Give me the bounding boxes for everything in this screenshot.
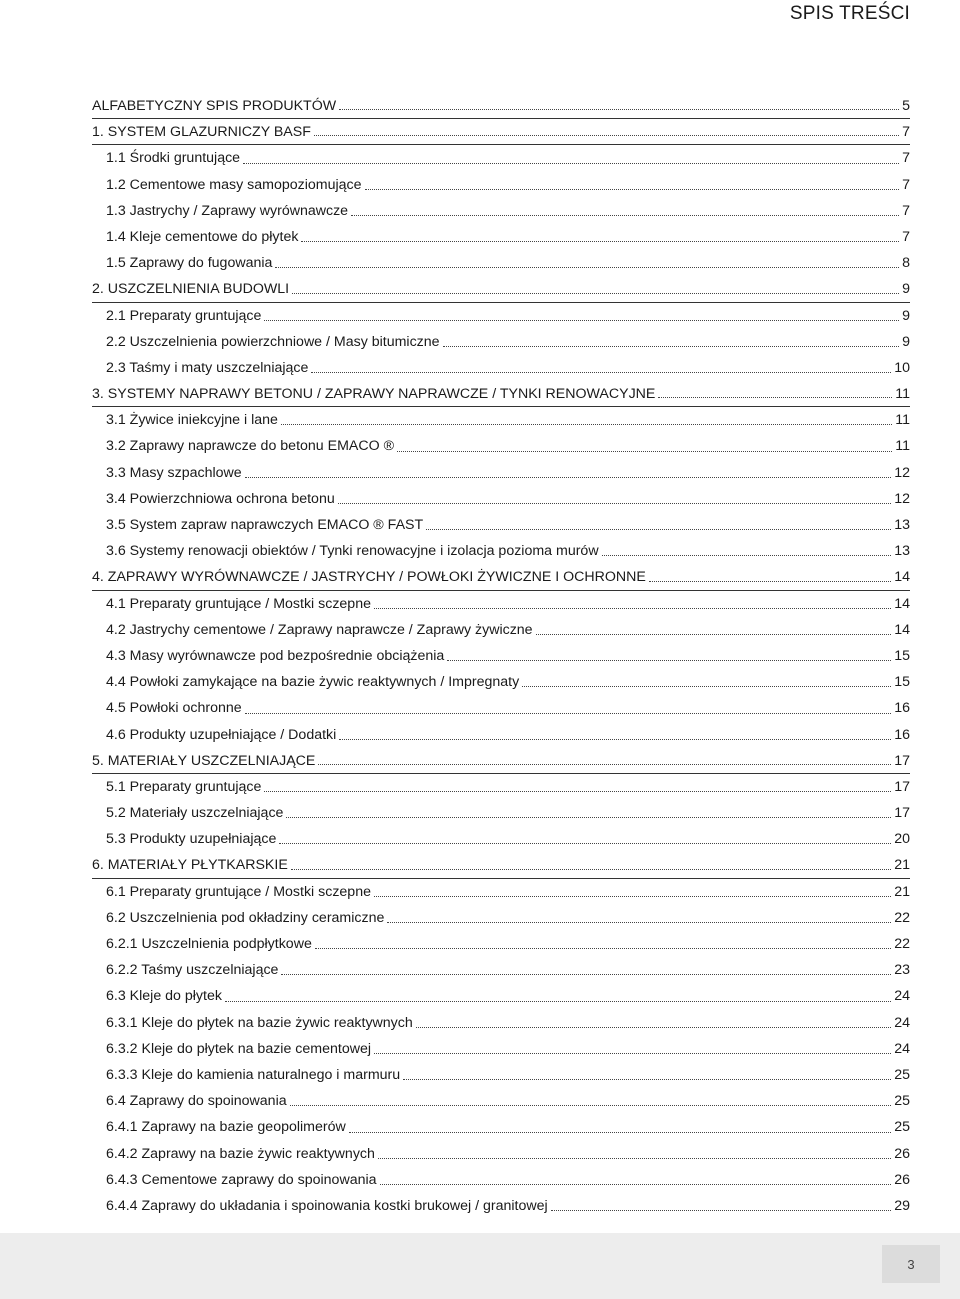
toc-subsection-entry[interactable] xyxy=(92,957,910,983)
toc-entry-page: 17 xyxy=(894,752,910,769)
toc-section-entry[interactable] xyxy=(92,381,910,407)
dot-leader xyxy=(243,162,899,164)
toc-subsection-entry[interactable] xyxy=(92,486,910,512)
toc-entry-page: 7 xyxy=(902,124,910,141)
toc-entry-page: 26 xyxy=(894,1145,910,1162)
dot-leader xyxy=(225,1000,891,1002)
toc-entry-label: 6.4.2 Zaprawy na bazie żywic reaktywnych xyxy=(106,1145,375,1162)
toc-entry-page: 14 xyxy=(894,595,910,612)
toc-subsection-entry[interactable] xyxy=(92,1193,910,1219)
toc-entry-label: 6.3.1 Kleje do płytek na bazie żywic reaktywnych xyxy=(106,1014,413,1031)
dot-leader xyxy=(281,973,891,975)
toc-subsection-entry[interactable] xyxy=(92,669,910,695)
dot-leader xyxy=(426,528,891,530)
toc-entry-page: 26 xyxy=(894,1171,910,1188)
dot-leader xyxy=(378,1157,891,1159)
toc-subsection-entry[interactable] xyxy=(92,774,910,800)
toc-subsection-entry[interactable] xyxy=(92,1167,910,1193)
toc-entry-label: 3.4 Powierzchniowa ochrona betonu xyxy=(106,490,335,507)
toc-subsection-entry[interactable] xyxy=(92,643,910,669)
dot-leader xyxy=(318,763,891,765)
toc-entry-page: 25 xyxy=(894,1119,910,1136)
toc-subsection-entry[interactable] xyxy=(92,1036,910,1062)
toc-entry-label: 1.4 Kleje cementowe do płytek xyxy=(106,228,299,245)
dot-leader xyxy=(339,108,899,110)
toc-section-entry[interactable] xyxy=(92,748,910,774)
toc-subsection-entry[interactable] xyxy=(92,198,910,224)
toc-subsection-entry[interactable] xyxy=(92,303,910,329)
dot-leader xyxy=(443,345,900,347)
toc-entry-page: 11 xyxy=(895,438,910,455)
dot-leader xyxy=(447,659,891,661)
toc-entry-label: 3.3 Masy szpachlowe xyxy=(106,464,242,481)
toc-entry-page: 13 xyxy=(894,543,910,560)
dot-leader xyxy=(281,423,892,425)
toc-subsection-entry[interactable] xyxy=(92,1141,910,1167)
dot-leader xyxy=(602,554,892,556)
toc-entry-label: 4.5 Powłoki ochronne xyxy=(106,700,242,717)
toc-section-entry[interactable] xyxy=(92,93,910,119)
dot-leader xyxy=(275,266,899,268)
table-of-contents xyxy=(92,93,910,1219)
toc-entry-page: 5 xyxy=(902,98,910,114)
toc-entry-page: 21 xyxy=(894,883,910,900)
toc-subsection-entry[interactable] xyxy=(92,1114,910,1140)
dot-leader xyxy=(311,371,891,373)
toc-entry-label: 6.2.2 Taśmy uszczelniające xyxy=(106,962,279,979)
toc-entry-page: 24 xyxy=(894,1040,910,1057)
dot-leader xyxy=(292,292,899,294)
toc-entry-page: 11 xyxy=(895,386,910,403)
toc-section-entry[interactable] xyxy=(92,276,910,302)
toc-entry-page: 7 xyxy=(902,202,910,219)
toc-entry-label: ALFABETYCZNY SPIS PRODUKTÓW xyxy=(92,98,337,114)
toc-entry-label: 6. MATERIAŁY PŁYTKARSKIE xyxy=(92,857,288,874)
toc-subsection-entry[interactable] xyxy=(92,826,910,852)
dot-leader xyxy=(264,319,899,321)
toc-entry-label: 5. MATERIAŁY USZCZELNIAJĄCE xyxy=(92,752,316,769)
toc-entry-label: 6.4 Zaprawy do spoinowania xyxy=(106,1093,287,1110)
toc-subsection-entry[interactable] xyxy=(92,512,910,538)
toc-entry-label: 4.3 Masy wyrównawcze pod bezpośrednie obciążenia xyxy=(106,647,445,664)
toc-subsection-entry[interactable] xyxy=(92,879,910,905)
toc-entry-label: 4.1 Preparaty gruntujące / Mostki sczepne xyxy=(106,595,371,612)
toc-subsection-entry[interactable] xyxy=(92,1088,910,1114)
dot-leader xyxy=(339,738,891,740)
toc-entry-page: 14 xyxy=(894,621,910,638)
toc-entry-page: 25 xyxy=(894,1066,910,1083)
toc-entry-label: 5.3 Produkty uzupełniające xyxy=(106,831,277,848)
dot-leader xyxy=(315,947,891,949)
toc-entry-label: 3. SYSTEMY NAPRAWY BETONU / ZAPRAWY NAPRAWCZE / TYNKI RENOWACYJNE xyxy=(92,386,656,403)
dot-leader xyxy=(264,790,891,792)
dot-leader xyxy=(380,1183,892,1185)
toc-subsection-entry[interactable] xyxy=(92,538,910,564)
toc-entry-label: 6.3 Kleje do płytek xyxy=(106,988,222,1005)
dot-leader xyxy=(649,580,891,582)
dot-leader xyxy=(522,685,891,687)
dot-leader xyxy=(536,633,892,635)
toc-entry-label: 5.2 Materiały uszczelniające xyxy=(106,805,284,822)
toc-subsection-entry[interactable] xyxy=(92,460,910,486)
toc-entry-page: 17 xyxy=(894,778,910,795)
toc-entry-label: 6.4.4 Zaprawy do układania i spoinowania kostki brukowej / granitowej xyxy=(106,1197,548,1214)
toc-entry-label: 5.1 Preparaty gruntujące xyxy=(106,778,262,795)
toc-entry-label: 3.2 Zaprawy naprawcze do betonu EMACO ® xyxy=(106,438,395,455)
toc-entry-page: 8 xyxy=(902,255,910,272)
dot-leader xyxy=(374,1052,891,1054)
toc-entry-page: 20 xyxy=(894,831,910,848)
toc-subsection-entry[interactable] xyxy=(92,329,910,355)
toc-entry-label: 1.2 Cementowe masy samopoziomujące xyxy=(106,176,362,193)
dot-leader xyxy=(397,450,892,452)
toc-entry-page: 13 xyxy=(894,517,910,533)
toc-entry-label: 1.5 Zaprawy do fugowania xyxy=(106,255,273,272)
toc-subsection-entry[interactable] xyxy=(92,931,910,957)
toc-entry-label: 2.1 Preparaty gruntujące xyxy=(106,307,262,324)
toc-entry-label: 3.1 Żywice iniekcyjne i lane xyxy=(106,412,278,429)
dot-leader xyxy=(551,1209,892,1211)
toc-entry-page: 24 xyxy=(894,988,910,1005)
toc-subsection-entry[interactable] xyxy=(92,250,910,276)
toc-entry-label: 3.6 Systemy renowacji obiektów / Tynki renowacyjne i izolacja pozioma murów xyxy=(106,543,599,560)
page-number: 3 xyxy=(882,1245,940,1283)
toc-subsection-entry[interactable] xyxy=(92,433,910,459)
toc-entry-label: 6.4.1 Zaprawy na bazie geopolimerów xyxy=(106,1119,346,1136)
toc-entry-page: 7 xyxy=(902,228,910,245)
toc-entry-page: 11 xyxy=(895,412,910,429)
toc-entry-page: 17 xyxy=(894,805,910,822)
dot-leader xyxy=(387,921,891,923)
toc-entry-label: 4. ZAPRAWY WYRÓWNAWCZE / JASTRYCHY / POWŁOKI ŻYWICZNE I OCHRONNE xyxy=(92,569,646,586)
dot-leader xyxy=(658,396,892,398)
toc-entry-label: 6.4.3 Cementowe zaprawy do spoinowania xyxy=(106,1171,377,1188)
toc-entry-label: 6.1 Preparaty gruntujące / Mostki sczepne xyxy=(106,883,371,900)
toc-entry-page: 16 xyxy=(894,700,910,717)
dot-leader xyxy=(349,1131,891,1133)
dot-leader xyxy=(245,712,892,714)
toc-entry-page: 15 xyxy=(894,674,910,691)
toc-section-entry[interactable] xyxy=(92,852,910,878)
toc-entry-label: 6.2.1 Uszczelnienia podpłytkowe xyxy=(106,936,312,952)
toc-entry-label: 3.5 System zapraw naprawczych EMACO ® FAST xyxy=(106,517,424,533)
toc-entry-page: 9 xyxy=(902,307,910,324)
dot-leader xyxy=(403,1078,891,1080)
dot-leader xyxy=(416,1026,891,1028)
toc-subsection-entry[interactable] xyxy=(92,722,910,748)
toc-entry-page: 29 xyxy=(894,1197,910,1214)
toc-subsection-entry[interactable] xyxy=(92,591,910,617)
toc-entry-label: 1. SYSTEM GLAZURNICZY BASF xyxy=(92,124,311,141)
dot-leader xyxy=(365,188,900,190)
toc-entry-page: 15 xyxy=(894,647,910,664)
dot-leader xyxy=(374,895,891,897)
toc-entry-page: 23 xyxy=(894,962,910,979)
toc-subsection-entry[interactable] xyxy=(92,145,910,171)
toc-entry-label: 2.3 Taśmy i maty uszczelniające xyxy=(106,359,309,376)
dot-leader xyxy=(290,1104,892,1106)
toc-entry-page: 7 xyxy=(902,176,910,193)
dot-leader xyxy=(245,476,892,478)
toc-entry-page: 22 xyxy=(894,909,910,926)
toc-entry-page: 24 xyxy=(894,1014,910,1031)
toc-entry-label: 4.2 Jastrychy cementowe / Zaprawy naprawcze / Zaprawy żywiczne xyxy=(106,621,533,638)
toc-section-entry[interactable] xyxy=(92,119,910,145)
toc-entry-page: 22 xyxy=(894,936,910,952)
toc-subsection-entry[interactable] xyxy=(92,355,910,381)
footer-band xyxy=(0,1233,960,1299)
toc-subsection-entry[interactable] xyxy=(92,617,910,643)
toc-subsection-entry[interactable] xyxy=(92,172,910,198)
dot-leader xyxy=(351,214,899,216)
toc-entry-page: 9 xyxy=(902,281,910,298)
toc-subsection-entry[interactable] xyxy=(92,695,910,721)
toc-entry-label: 2.2 Uszczelnienia powierzchniowe / Masy bitumiczne xyxy=(106,333,440,350)
toc-entry-page: 12 xyxy=(894,464,910,481)
toc-entry-label: 4.4 Powłoki zamykające na bazie żywic reaktywnych / Impregnaty xyxy=(106,674,520,691)
dot-leader xyxy=(314,134,899,136)
toc-entry-page: 16 xyxy=(894,726,910,743)
toc-entry-page: 9 xyxy=(902,333,910,350)
dot-leader xyxy=(301,240,899,242)
toc-entry-label: 1.1 Środki gruntujące xyxy=(106,150,241,167)
toc-section-entry[interactable] xyxy=(92,564,910,590)
toc-subsection-entry[interactable] xyxy=(92,905,910,931)
toc-entry-page: 12 xyxy=(894,490,910,507)
toc-entry-label: 6.3.2 Kleje do płytek na bazie cementowej xyxy=(106,1040,371,1057)
toc-subsection-entry[interactable] xyxy=(92,1010,910,1036)
toc-subsection-entry[interactable] xyxy=(92,800,910,826)
toc-entry-label: 1.3 Jastrychy / Zaprawy wyrównawcze xyxy=(106,202,349,219)
toc-entry-label: 6.2 Uszczelnienia pod okładziny ceramiczne xyxy=(106,909,385,926)
toc-entry-page: 7 xyxy=(902,150,910,167)
toc-entry-page: 10 xyxy=(894,359,910,376)
toc-entry-label: 6.3.3 Kleje do kamienia naturalnego i marmuru xyxy=(106,1066,401,1083)
toc-subsection-entry[interactable] xyxy=(92,407,910,433)
dot-leader xyxy=(338,502,891,504)
toc-entry-page: 25 xyxy=(894,1093,910,1110)
toc-entry-page: 21 xyxy=(894,857,910,874)
toc-subsection-entry[interactable] xyxy=(92,1062,910,1088)
dot-leader xyxy=(286,816,891,818)
toc-entry-label: 2. USZCZELNIENIA BUDOWLI xyxy=(92,281,290,298)
dot-leader xyxy=(291,868,891,870)
toc-entry-label: 4.6 Produkty uzupełniające / Dodatki xyxy=(106,726,337,743)
toc-subsection-entry[interactable] xyxy=(92,983,910,1009)
dot-leader xyxy=(374,607,891,609)
dot-leader xyxy=(279,842,891,844)
page-title: SPIS TREŚCI xyxy=(789,3,910,24)
toc-entry-page: 14 xyxy=(894,569,910,586)
toc-subsection-entry[interactable] xyxy=(92,224,910,250)
